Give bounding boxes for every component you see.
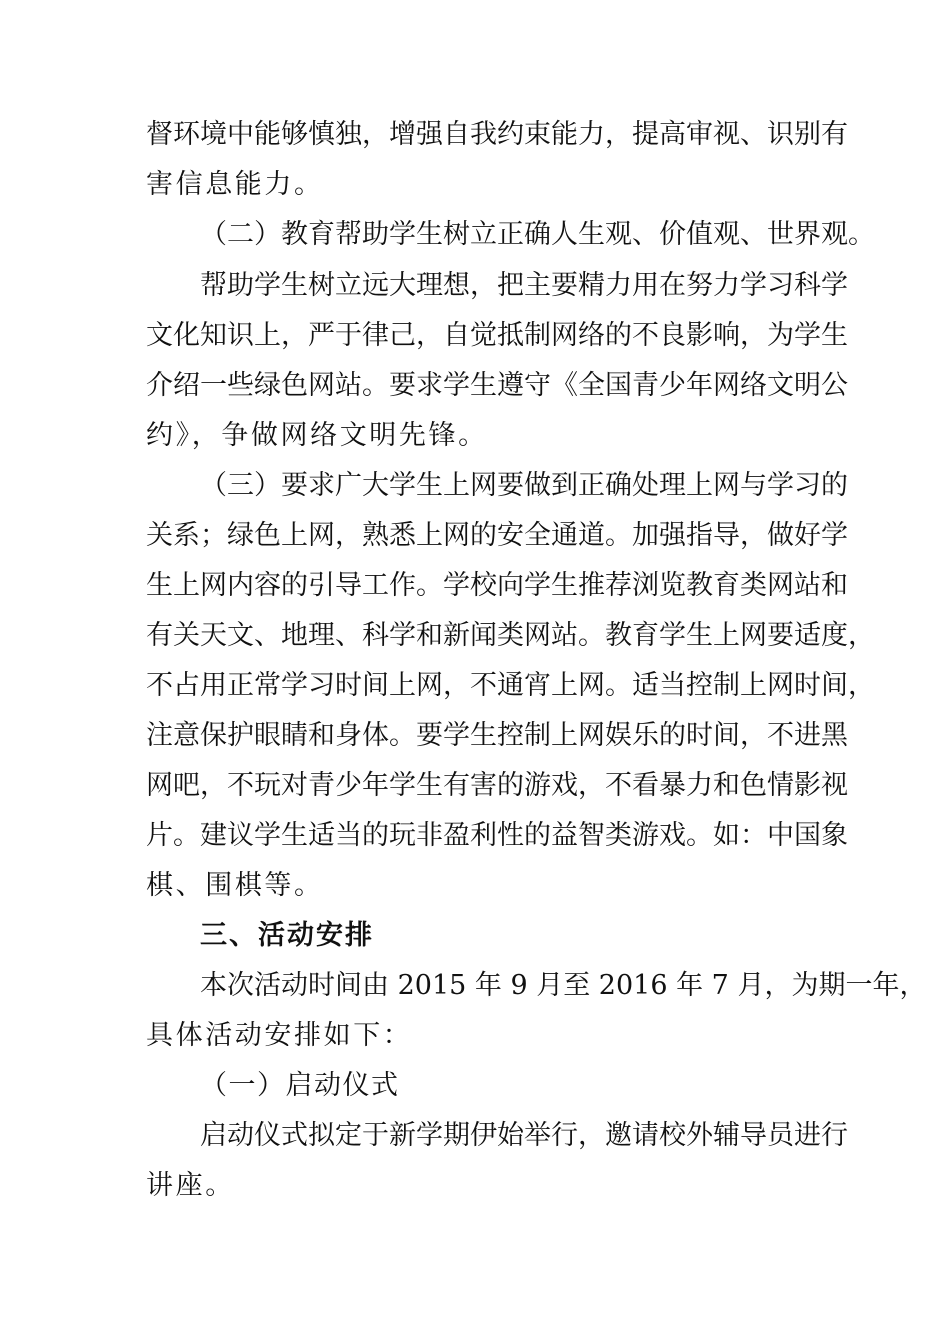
paragraph-line: 片。建议学生适当的玩非盈利性的益智类游戏。如：中国象 xyxy=(146,820,848,851)
paragraph-line: 启动仪式拟定于新学期伊始举行，邀请校外辅导员进行 xyxy=(200,1120,848,1151)
section-heading: 三、活动安排 xyxy=(200,920,374,951)
paragraph-line: 督环境中能够慎独，增强自我约束能力，提高审视、识别有 xyxy=(146,119,848,150)
paragraph-line: 关系；绿色上网，熟悉上网的安全通道。加强指导，做好学 xyxy=(146,520,848,551)
paragraph-line: 本次活动时间由 2015 年 9 月至 2016 年 7 月，为期一年， xyxy=(200,970,927,1001)
paragraph-line: 害信息能力。 xyxy=(146,169,324,200)
paragraph-line: 有关天文、地理、科学和新闻类网站。教育学生上网要适度， xyxy=(146,620,875,651)
paragraph-line: 网吧，不玩对青少年学生有害的游戏，不看暴力和色情影视 xyxy=(146,770,848,801)
paragraph-line: 介绍一些绿色网站。要求学生遵守《全国青少年网络文明公 xyxy=(146,370,848,401)
paragraph-line: 帮助学生树立远大理想，把主要精力用在努力学习科学 xyxy=(200,270,848,301)
paragraph-line: 文化知识上，严于律己，自觉抵制网络的不良影响，为学生 xyxy=(146,320,848,351)
paragraph-line: 注意保护眼睛和身体。要学生控制上网娱乐的时间，不进黑 xyxy=(146,720,848,751)
paragraph-line: （三）要求广大学生上网要做到正确处理上网与学习的 xyxy=(200,470,848,501)
paragraph-line: 不占用正常学习时间上网，不通宵上网。适当控制上网时间， xyxy=(146,670,875,701)
section-subheading: （一）启动仪式 xyxy=(200,1070,400,1101)
paragraph-line: 约》，争做网络文明先锋。 xyxy=(146,420,488,451)
section-subheading: （二）教育帮助学生树立正确人生观、价值观、世界观。 xyxy=(200,219,875,250)
paragraph-line: 具体活动安排如下： xyxy=(146,1020,413,1051)
paragraph-line: 生上网内容的引导工作。学校向学生推荐浏览教育类网站和 xyxy=(146,570,848,601)
paragraph-line: 讲座。 xyxy=(146,1170,235,1201)
paragraph-line: 棋、围棋等。 xyxy=(146,870,324,901)
